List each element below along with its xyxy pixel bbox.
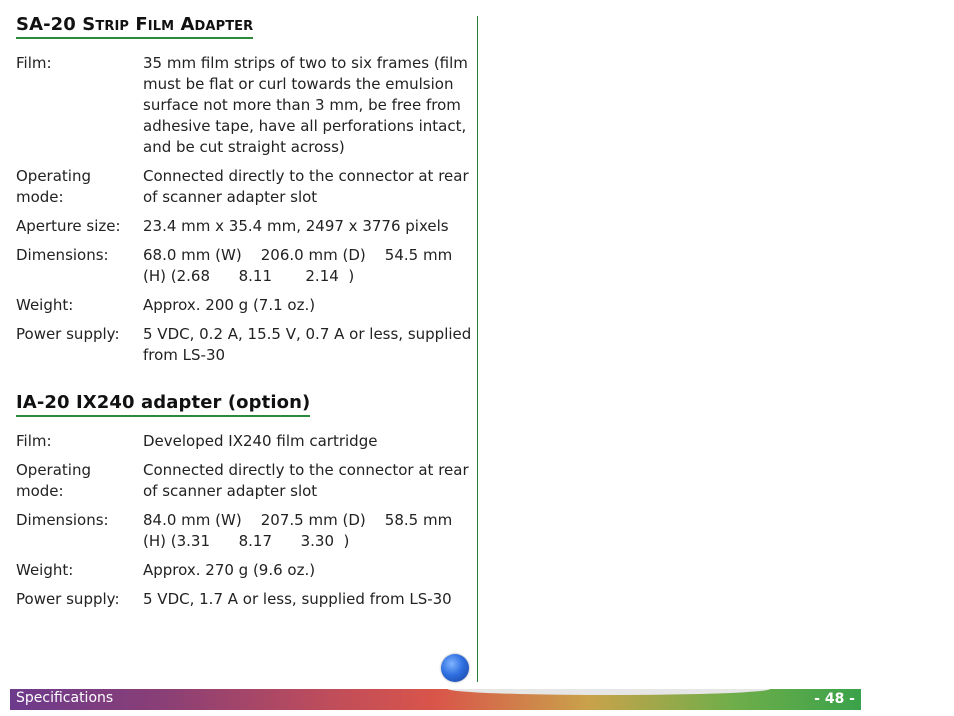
spec-row (16, 245, 474, 287)
spec-label: Weight: (16, 561, 74, 579)
spec-label: Power supply: (16, 590, 120, 608)
spec-label: Operating mode: (16, 167, 91, 206)
spec-value: Developed IX240 film cartridge (143, 432, 378, 450)
column-divider (477, 16, 478, 682)
spec-value: 5 VDC, 1.7 A or less, supplied from LS-30 (143, 590, 452, 608)
sa20-title-main: SA-20 (16, 14, 76, 35)
blue-orb-icon (441, 654, 469, 682)
ia20-title: IA-20 IX240 adapter (option) (16, 392, 310, 417)
spec-row (16, 324, 474, 366)
sa20-title-smallcaps: Strip Film Adapter (82, 14, 254, 35)
spec-value: 5 VDC, 0.2 A, 15.5 V, 0.7 A or less, supplied from LS-30 (143, 325, 472, 364)
footer-section-label: Specifications (16, 690, 114, 706)
spec-row (16, 460, 474, 502)
spec-row (16, 166, 474, 208)
spec-label: Dimensions: (16, 246, 109, 264)
page-number: - 48 - (814, 691, 855, 707)
spec-row (16, 431, 474, 452)
spec-label: Film: (16, 54, 52, 72)
sa20-section (16, 14, 474, 366)
spec-row (16, 295, 474, 316)
spec-value: Connected directly to the connector at rear of scanner adapter slot (143, 167, 469, 206)
spec-row (16, 510, 474, 552)
ia20-section (16, 392, 474, 610)
spec-value: 35 mm film strips of two to six frames (film must be flat or curl towards the emulsion surface not more than 3 mm, be free from adhesive tape, have all perforations intact, and be cut straight across) (143, 54, 468, 156)
spec-label: Dimensions: (16, 511, 109, 529)
sa20-title (16, 14, 253, 39)
spec-row (16, 560, 474, 581)
spec-value: Connected directly to the connector at rear of scanner adapter slot (143, 461, 469, 500)
spec-label: Power supply: (16, 325, 120, 343)
spec-value: 68.0 mm (W) 206.0 mm (D) 54.5 mm (H) (2.68 8.11 2.14 ) (143, 246, 457, 285)
spec-row (16, 216, 474, 237)
spec-label: Aperture size: (16, 217, 121, 235)
spec-row (16, 53, 474, 158)
spec-value: Approx. 270 g (9.6 oz.) (143, 561, 316, 579)
spec-label: Weight: (16, 296, 74, 314)
content-column (16, 14, 474, 636)
spec-label: Operating mode: (16, 461, 91, 500)
spec-value: 84.0 mm (W) 207.5 mm (D) 58.5 mm (H) (3.31 8.17 3.30 ) (143, 511, 457, 550)
spec-row (16, 589, 474, 610)
spec-value: Approx. 200 g (7.1 oz.) (143, 296, 316, 314)
spec-value: 23.4 mm x 35.4 mm, 2497 x 3776 pixels (143, 217, 449, 235)
spec-label: Film: (16, 432, 52, 450)
